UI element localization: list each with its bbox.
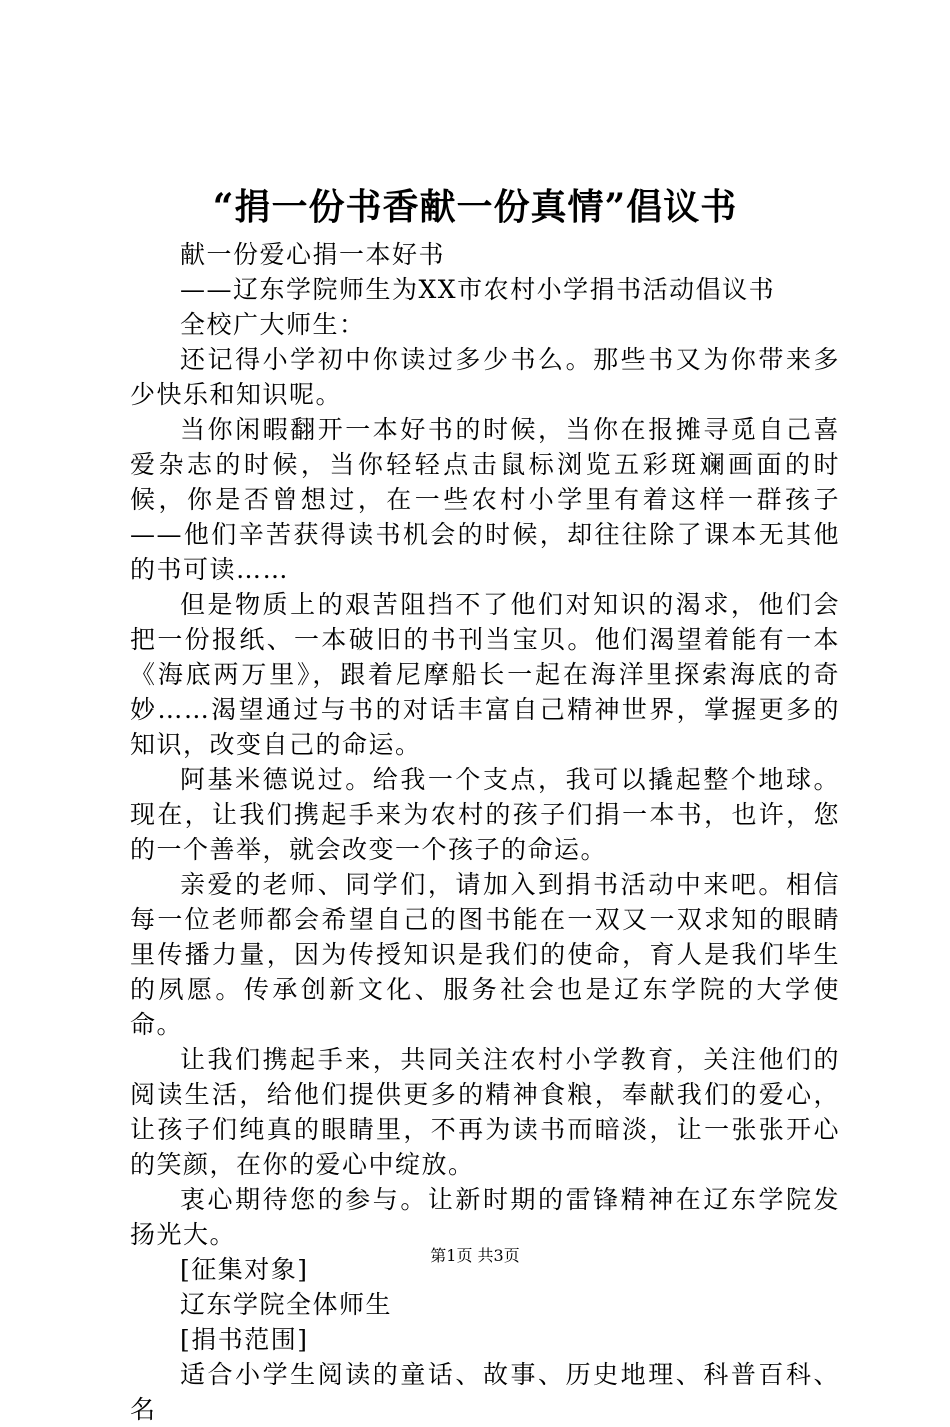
body-paragraph: 让我们携起手来，共同关注农村小学教育，关注他们的阅读生活，给他们提供更多的精神食粮，奉献我们的爱心，让孩子们纯真的眼睛里，不再为读书而暗淡，让一张张开心的笑颜，在你的爱心中绽放。 xyxy=(130,1045,840,1179)
page-number-footer: 第1页 共3页 xyxy=(430,1246,520,1265)
section-content: 适合小学生阅读的童话、故事、历史地理、科普百科、名 xyxy=(130,1360,840,1424)
body-paragraph: 阿基米德说过。给我一个支点，我可以撬起整个地球。现在，让我们携起手来为农村的孩子们捐一本书，也许，您的一个善举，就会改变一个孩子的命运。 xyxy=(130,765,840,864)
section-heading: [征集对象] xyxy=(180,1255,309,1284)
body-paragraph: 还记得小学初中你读过多少书么。那些书又为你带来多少快乐和知识呢。 xyxy=(130,345,840,409)
body-paragraph: 亲爱的老师、同学们，请加入到捐书活动中来吧。相信每一位老师都会希望自己的图书能在一双又一双求知的眼睛里传播力量，因为传授知识是我们的使命，育人是我们毕生的夙愿。传承创新文化、服务社会也是辽东学院的大学使命。 xyxy=(130,870,840,1039)
salutation: 全校广大师生： xyxy=(180,310,366,339)
body-paragraph: 当你闲暇翻开一本好书的时候，当你在报摊寻觅自己喜爱杂志的时候，当你轻轻点击鼠标浏览五彩斑斓画面的时候，你是否曾想过，在一些农村小学里有着这样一群孩子——他们辛苦获得读书机会的时候，却往往除了课本无其他的书可读…… xyxy=(130,415,840,584)
document-title: “捐一份书香献一份真情”倡议书 xyxy=(212,186,738,228)
subtitle-line: 献一份爱心捐一本好书 xyxy=(180,240,446,269)
body-paragraph: 但是物质上的艰苦阻挡不了他们对知识的渴求，他们会把一份报纸、一本破旧的书刊当宝贝。他们渴望着能有一本《海底两万里》，跟着尼摩船长一起在海洋里探索海底的奇妙……渴望通过与书的对话丰富自己精神世界，掌握更多的知识，改变自己的命运。 xyxy=(130,590,840,759)
subtitle-line: ——辽东学院师生为XX市农村小学捐书活动倡议书 xyxy=(180,275,776,304)
body-paragraph: 衷心期待您的参与。让新时期的雷锋精神在辽东学院发扬光大。 xyxy=(130,1185,840,1249)
section-heading: [捐书范围] xyxy=(180,1325,309,1354)
section-content: 辽东学院全体师生 xyxy=(180,1290,393,1319)
